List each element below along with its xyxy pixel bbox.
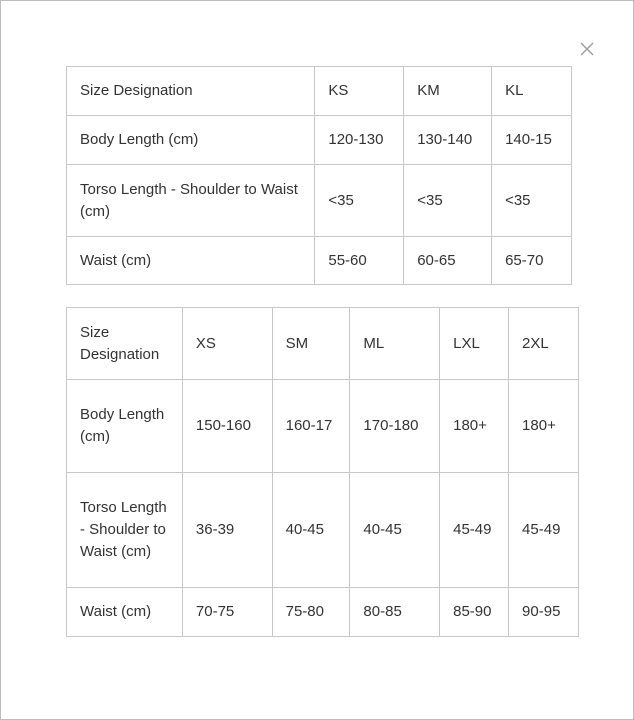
row-label-waist: Waist (cm) bbox=[67, 588, 183, 637]
row-label-body-length: Body Length (cm) bbox=[67, 380, 183, 473]
close-button[interactable] bbox=[577, 39, 597, 59]
row-label-torso-length: Torso Length - Shoulder to Waist (cm) bbox=[67, 473, 183, 588]
header-cell-km: KM bbox=[404, 67, 492, 116]
header-cell-size-designation: Size Designation bbox=[67, 67, 315, 116]
table-cell: 140-15 bbox=[492, 116, 572, 165]
table-cell: 65-70 bbox=[492, 237, 572, 285]
table-cell: 45-49 bbox=[440, 473, 509, 588]
header-cell-xs: XS bbox=[182, 308, 272, 380]
table-cell: 55-60 bbox=[315, 237, 404, 285]
header-cell-size-designation: Size Designation bbox=[67, 308, 183, 380]
table-header-row bbox=[67, 67, 572, 116]
table-cell: <35 bbox=[492, 165, 572, 237]
header-cell-ks: KS bbox=[315, 67, 404, 116]
table-cell: 130-140 bbox=[404, 116, 492, 165]
table-cell: <35 bbox=[404, 165, 492, 237]
table-cell: <35 bbox=[315, 165, 404, 237]
table-row bbox=[67, 588, 579, 637]
table-cell: 80-85 bbox=[350, 588, 440, 637]
header-cell-kl: KL bbox=[492, 67, 572, 116]
table-cell: 120-130 bbox=[315, 116, 404, 165]
table-cell: 180+ bbox=[440, 380, 509, 473]
table-row bbox=[67, 380, 579, 473]
table-row bbox=[67, 237, 572, 285]
header-cell-sm: SM bbox=[272, 308, 350, 380]
row-label-torso-length: Torso Length - Shoulder to Waist (cm) bbox=[67, 165, 315, 237]
table-row bbox=[67, 473, 579, 588]
table-cell: 160-17 bbox=[272, 380, 350, 473]
table-cell: 70-75 bbox=[182, 588, 272, 637]
table-row bbox=[67, 165, 572, 237]
row-label-waist: Waist (cm) bbox=[67, 237, 315, 285]
table-cell: 45-49 bbox=[509, 473, 579, 588]
close-icon[interactable] bbox=[577, 39, 597, 59]
table-cell: 90-95 bbox=[509, 588, 579, 637]
header-cell-lxl: LXL bbox=[440, 308, 509, 380]
adult-size-table bbox=[66, 307, 579, 637]
header-cell-ml: ML bbox=[350, 308, 440, 380]
table-cell: 170-180 bbox=[350, 380, 440, 473]
kids-size-table bbox=[66, 66, 572, 285]
table-cell: 180+ bbox=[509, 380, 579, 473]
table-row bbox=[67, 116, 572, 165]
header-cell-2xl: 2XL bbox=[509, 308, 579, 380]
table-cell: 60-65 bbox=[404, 237, 492, 285]
table-cell: 36-39 bbox=[182, 473, 272, 588]
table-cell: 75-80 bbox=[272, 588, 350, 637]
row-label-body-length: Body Length (cm) bbox=[67, 116, 315, 165]
table-cell: 40-45 bbox=[272, 473, 350, 588]
table-cell: 40-45 bbox=[350, 473, 440, 588]
table-cell: 150-160 bbox=[182, 380, 272, 473]
table-cell: 85-90 bbox=[440, 588, 509, 637]
table-header-row bbox=[67, 308, 579, 380]
